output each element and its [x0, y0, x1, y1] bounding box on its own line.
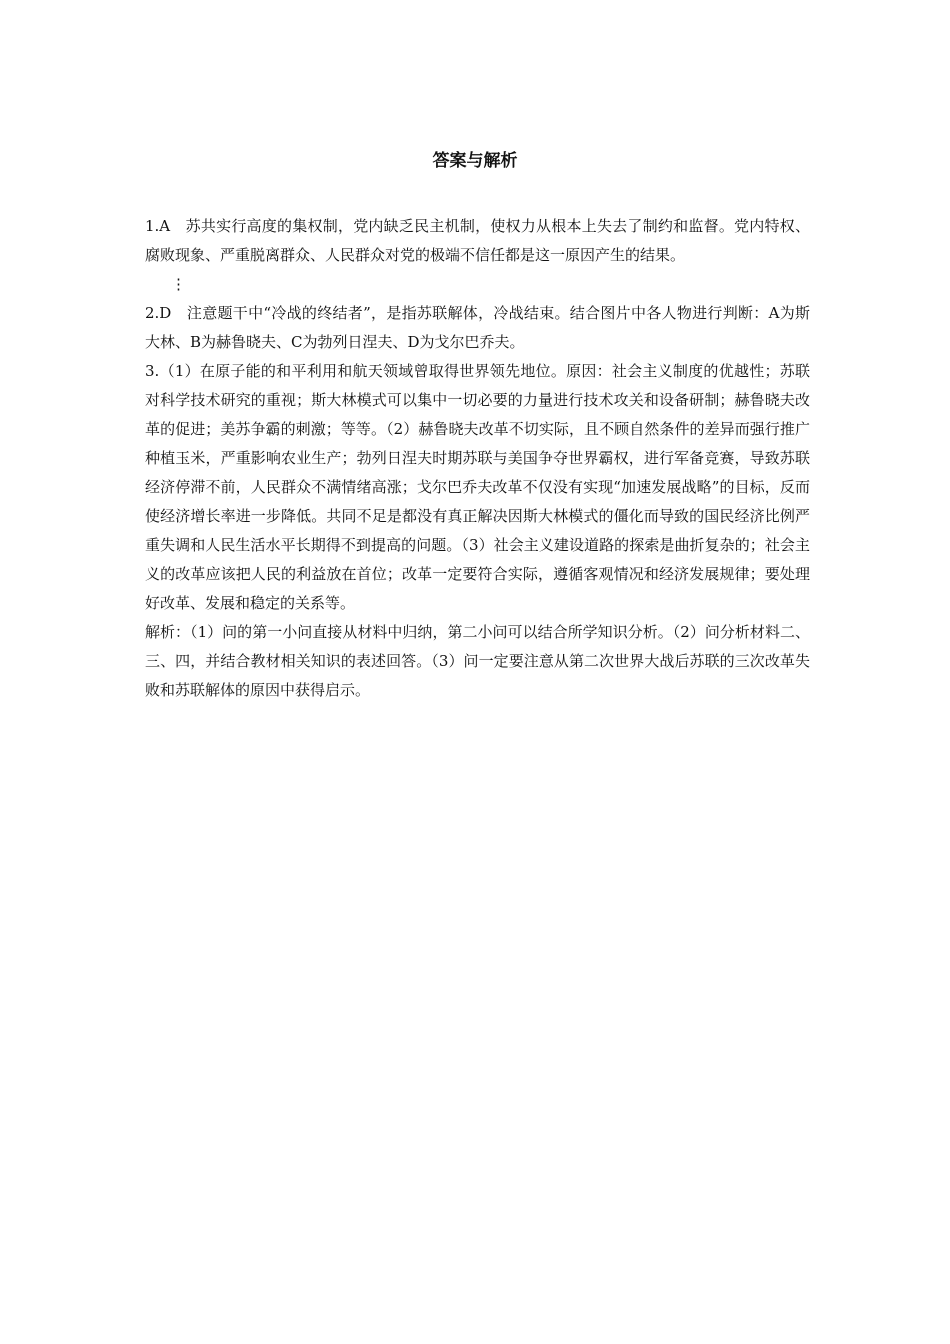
answer-3: 3.（1）在原子能的和平利用和航天领域曾取得世界领先地位。原因：社会主义制度的优越性；苏联对科学技术研究的重视；斯大林模式可以集中一切必要的力量进行技术攻关和设备研制；赫鲁晓夫改革的促进；美苏争霸的刺激；等等。（2）赫鲁晓夫改革不切实际，且不顾自然条件的差异而强行推广种植玉米，严重影响农业生产；勃列日涅夫时期苏联与美国争夺世界霸权，进行军备竞赛，导致苏联经济停滞不前，人民群众不满情绪高涨；戈尔巴乔夫改革不仅没有实现“加速发展战略”的目标，反而使经济增长率进一步降低。共同不足是都没有真正解决因斯大林模式的僵化而导致的国民经济比例严重失调和人民生活水平长期得不到提高的问题。（3）社会主义建设道路的探索是曲折复杂的；社会主义的改革应该把人民的利益放在首位；改革一定要符合实际，遵循客观情况和经济发展规律；要处理好改革、发展和稳定的关系等。: [145, 362, 810, 612]
analysis: 解析：（1）问的第一小问直接从材料中归纳，第二小问可以结合所学知识分析。（2）问分析材料二、三、四，并结合教材相关知识的表述回答。（3）问一定要注意从第二次世界大战后苏联的三次改革失败和苏联解体的原因中获得启示。: [145, 623, 810, 699]
answer-1: 1.A 苏共实行高度的集权制，党内缺乏民主机制，使权力从根本上失去了制约和监督。党内特权、腐败现象、严重脱离群众、人民群众对党的极端不信任都是这一原因产生的结果。: [145, 217, 810, 264]
vertical-ellipsis: ⋮: [171, 275, 186, 293]
answer-content: [145, 212, 810, 705]
page-title: 答案与解析: [432, 151, 518, 171]
answer-2: 2.D 注意题干中“冷战的终结者”，是指苏联解体，冷战结束。结合图片中各人物进行判断：A为斯大林、B为赫鲁晓夫、C为勃列日涅夫、D为戈尔巴乔夫。: [145, 304, 810, 351]
